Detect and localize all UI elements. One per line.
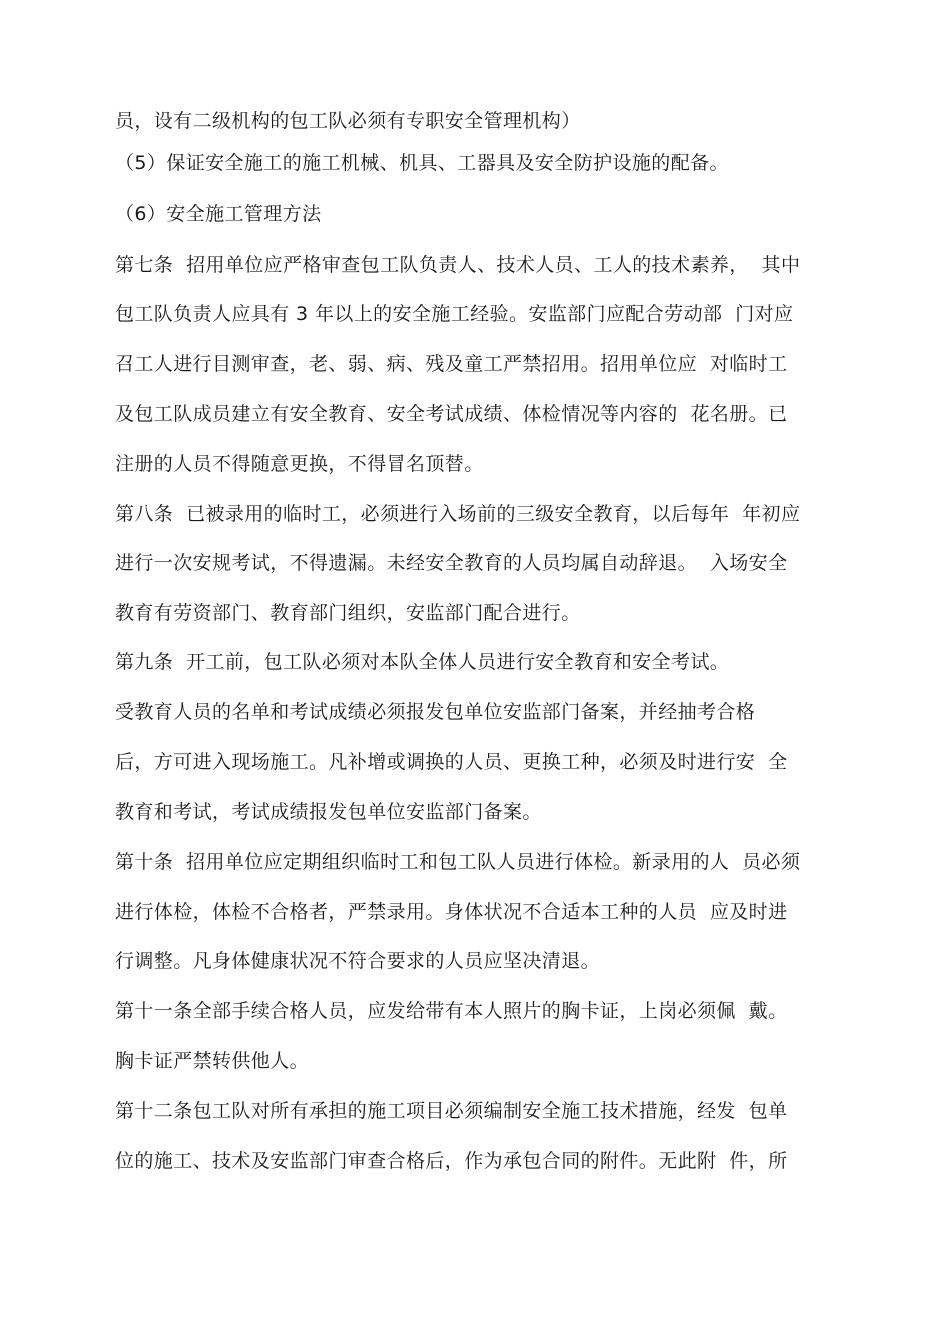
text-line: 包工队负责人应具有 3 年以上的安全施工经验。安监部门应配合劳动部 门对应 bbox=[115, 303, 794, 325]
text-line: （5）保证安全施工的施工机械、机具、工器具及安全防护设施的配备。 bbox=[115, 152, 729, 174]
text-line: 第十条 招用单位应定期组织临时工和包工队人员进行体检。新录用的人 员必须 bbox=[115, 851, 801, 873]
text-line: 员，设有二级机构的包工队必须有专职安全管理机构） bbox=[115, 110, 581, 132]
text-line: 第九条 开工前，包工队必须对本队全体人员进行安全教育和安全考试。 bbox=[115, 651, 730, 673]
text-line: 后，方可进入现场施工。凡补增或调换的人员、更换工种，必须及时进行安 全 bbox=[115, 751, 788, 773]
text-line: （6）安全施工管理方法 bbox=[115, 203, 322, 225]
text-line: 召工人进行目测审查，老、弱、病、残及童工严禁招用。招用单位应 对临时工 bbox=[115, 353, 788, 375]
text-line: 教育和考试，考试成绩报发包单位安监部门备案。 bbox=[115, 801, 542, 823]
text-line: 受教育人员的名单和考试成绩必须报发包单位安监部门备案，并经抽考合格 bbox=[115, 701, 756, 723]
text-line: 胸卡证严禁转供他人。 bbox=[115, 1050, 310, 1072]
text-line: 第七条 招用单位应严格审查包工队负责人、技术人员、工人的技术素养， 其中 bbox=[115, 254, 801, 276]
text-line: 第十二条包工队对所有承担的施工项目必须编制安全施工技术措施，经发 包单 bbox=[115, 1100, 788, 1122]
text-line: 行调整。凡身体健康状况不符合要求的人员应坚决清退。 bbox=[115, 950, 601, 972]
text-line: 位的施工、技术及安监部门审查合格后，作为承包合同的附件。无此附 件，所 bbox=[115, 1150, 788, 1172]
text-line: 教育有劳资部门、教育部门组织，安监部门配合进行。 bbox=[115, 602, 581, 624]
text-line: 进行体检，体检不合格者，严禁录用。身体状况不合适本工种的人员 应及时进 bbox=[115, 901, 788, 923]
text-line: 注册的人员不得随意更换，不得冒名顶替。 bbox=[115, 453, 484, 475]
text-line: 第十一条全部手续合格人员，应发给带有本人照片的胸卡证，上岗必须佩 戴。 bbox=[115, 1000, 788, 1022]
text-line: 进行一次安规考试，不得遗漏。未经安全教育的人员均属自动辞退。 入场安全 bbox=[115, 552, 788, 574]
text-line: 第八条 已被录用的临时工，必须进行入场前的三级安全教育，以后每年 年初应 bbox=[115, 503, 801, 525]
text-line: 及包工队成员建立有安全教育、安全考试成绩、体检情况等内容的 花名册。已 bbox=[115, 403, 788, 425]
